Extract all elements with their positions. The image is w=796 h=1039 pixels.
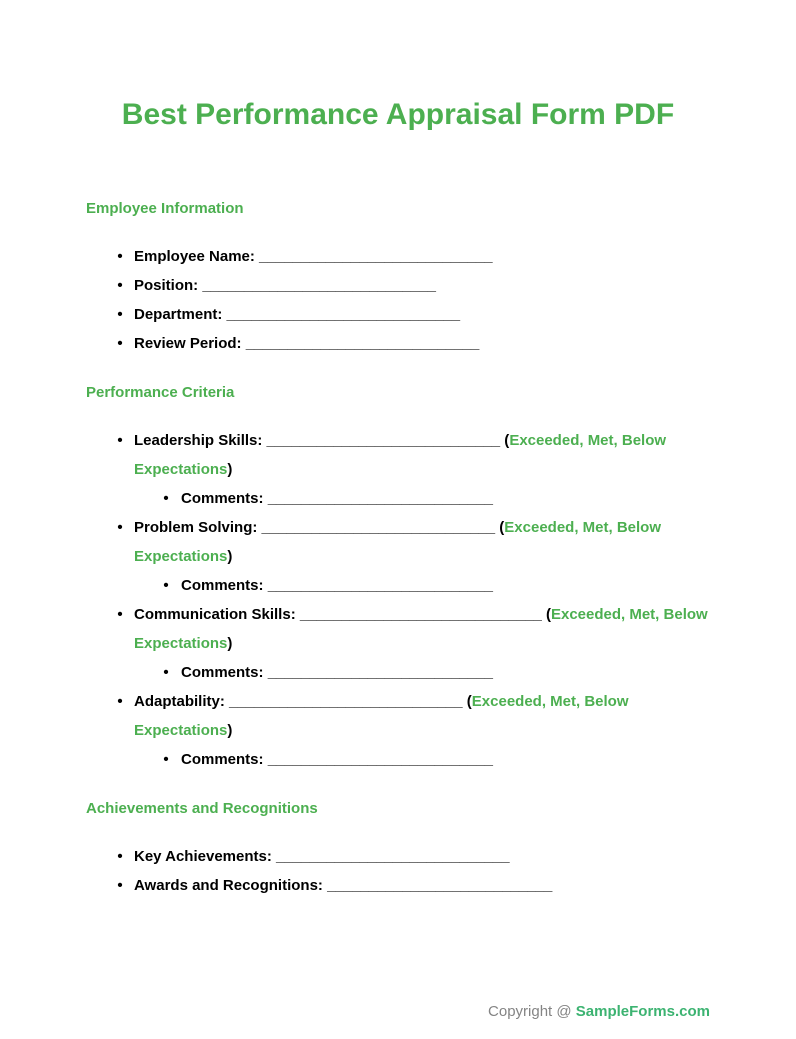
list-item-department xyxy=(86,300,726,329)
list-item-comments xyxy=(86,745,726,774)
blank-line: ___________________________ xyxy=(327,877,553,894)
rating-options: Exceeded, Met, Below Expectations xyxy=(134,693,629,739)
bullet-icon: • xyxy=(117,306,123,323)
field-label: Comments: xyxy=(181,664,268,681)
paren-open: ( xyxy=(495,519,505,536)
field-label: Department: xyxy=(134,306,227,323)
field-label: Comments: xyxy=(181,751,268,768)
paren-close: ) xyxy=(227,461,233,478)
field-label: Awards and Recognitions: xyxy=(134,877,328,894)
bullet-icon: • xyxy=(117,606,123,623)
blank-line: ___________________________ xyxy=(267,577,493,594)
list-item-key-achievements xyxy=(86,842,726,871)
blank-line: ___________________________ xyxy=(267,751,493,768)
list-item-position xyxy=(86,271,726,300)
section-heading-achievements-recognitions: Achievements and Recognitions xyxy=(86,800,318,817)
section-achievements-recognitions xyxy=(86,794,726,900)
rating-options: Exceeded, Met, Below Expectations xyxy=(134,432,667,478)
field-label: Comments: xyxy=(181,490,268,507)
paren-close: ) xyxy=(227,548,233,565)
field-label: Leadership Skills: xyxy=(134,432,267,449)
field-label: Employee Name: xyxy=(134,248,260,265)
blank-line: ____________________________ xyxy=(261,519,496,536)
paren-close: ) xyxy=(227,722,233,739)
blank-line: ____________________________ xyxy=(266,432,501,449)
field-label: Review Period: xyxy=(134,335,246,352)
bullet-icon: • xyxy=(117,335,123,352)
bullet-icon: • xyxy=(117,277,123,294)
blank-line: ____________________________ xyxy=(229,693,463,710)
blank-line: ____________________________ xyxy=(245,335,480,352)
footer xyxy=(488,1003,710,1021)
rating-options: Exceeded, Met, Below Expectations xyxy=(134,519,661,565)
bullet-icon: • xyxy=(117,877,123,894)
section-heading-employee-information: Employee Information xyxy=(86,200,244,217)
list-item-employee-name xyxy=(86,242,726,271)
paren-open: ( xyxy=(462,693,472,710)
list-item-review-period xyxy=(86,329,726,358)
section-heading-performance-criteria: Performance Criteria xyxy=(86,384,235,401)
bullet-icon: • xyxy=(163,751,169,768)
list-item-awards-recognitions xyxy=(86,871,726,900)
list-item-problem-solving xyxy=(86,513,726,571)
list-item-comments xyxy=(86,571,726,600)
paren-open: ( xyxy=(500,432,510,449)
rating-options: Exceeded, Met, Below Expectations xyxy=(134,606,708,652)
blank-line: ____________________________ xyxy=(276,848,510,865)
bullet-icon: • xyxy=(117,848,123,865)
blank-line: ____________________________ xyxy=(259,248,493,265)
paren-close: ) xyxy=(227,635,233,652)
field-label: Problem Solving: xyxy=(134,519,262,536)
field-label: Position: xyxy=(134,277,203,294)
field-label: Comments: xyxy=(181,577,268,594)
bullet-icon: • xyxy=(117,693,123,710)
list-item-communication-skills xyxy=(86,600,726,658)
section-performance-criteria xyxy=(86,378,726,774)
blank-line: ____________________________ xyxy=(202,277,436,294)
field-label: Adaptability: xyxy=(134,693,230,710)
bullet-icon: • xyxy=(117,248,123,265)
brand-link[interactable]: SampleForms.com xyxy=(575,1003,710,1020)
blank-line: ___________________________ xyxy=(267,664,493,681)
list-item-adaptability xyxy=(86,687,726,745)
blank-line: ____________________________ xyxy=(226,306,461,323)
bullet-icon: • xyxy=(163,664,169,681)
list-item-comments xyxy=(86,484,726,513)
bullet-icon: • xyxy=(117,432,123,449)
bullet-icon: • xyxy=(163,490,169,507)
blank-line: _____________________________ xyxy=(299,606,542,623)
blank-line: ___________________________ xyxy=(267,490,493,507)
field-label: Key Achievements: xyxy=(134,848,277,865)
section-employee-information xyxy=(86,194,726,358)
list-item-comments xyxy=(86,658,726,687)
copyright-text: Copyright @ xyxy=(488,1003,576,1020)
page-title: Best Performance Appraisal Form PDF xyxy=(121,98,675,131)
bullet-icon: • xyxy=(117,519,123,536)
paren-open: ( xyxy=(541,606,551,623)
field-label: Communication Skills: xyxy=(134,606,300,623)
bullet-icon: • xyxy=(163,577,169,594)
list-item-leadership-skills xyxy=(86,426,726,484)
